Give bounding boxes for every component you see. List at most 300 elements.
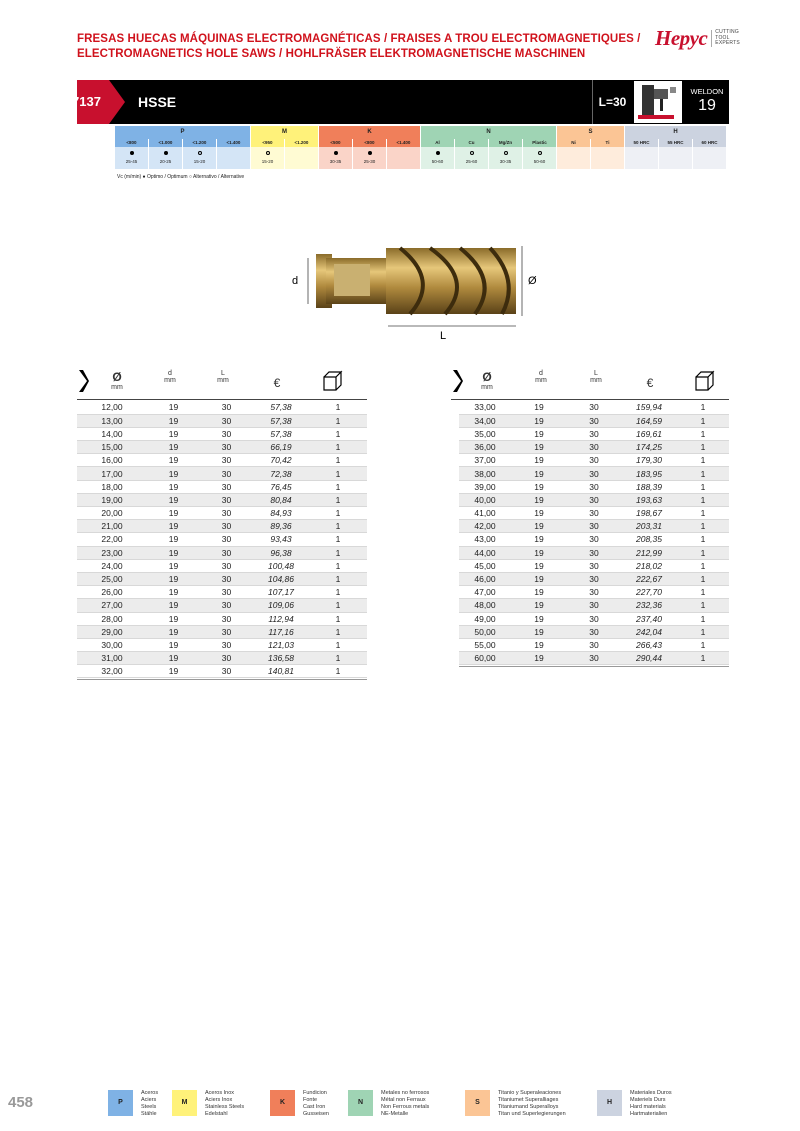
cell-diameter: 23,00 xyxy=(77,546,147,559)
cell-diameter: 60,00 xyxy=(459,652,511,665)
logo-tagline: CUTTING TOOL EXPERTS xyxy=(711,30,740,47)
cell-length: 30 xyxy=(567,507,621,520)
cutting-speed: 15-20 xyxy=(261,159,274,164)
material-sub: <1.000 xyxy=(149,139,183,147)
alternative-ring-icon xyxy=(266,151,270,155)
material-sub: Al xyxy=(421,139,455,147)
cell-pack: 1 xyxy=(677,599,729,612)
cell-diameter: 25,00 xyxy=(77,572,147,585)
cell-price: 136,58 xyxy=(253,652,309,665)
cutting-speed: 50-60 xyxy=(431,159,444,164)
cell-diameter: 55,00 xyxy=(459,638,511,651)
cell-shank: 19 xyxy=(511,427,567,440)
table-row xyxy=(459,467,729,480)
cell-price: 208,35 xyxy=(621,533,677,546)
cell-length: 30 xyxy=(567,427,621,440)
cell-pack: 1 xyxy=(677,625,729,638)
cell-shank: 19 xyxy=(147,480,200,493)
legend-text: Aceros Inox Aciers Inox Stainless Steels Edelstahl xyxy=(205,1090,245,1117)
cell-diameter: 49,00 xyxy=(459,612,511,625)
cell-pack: 1 xyxy=(677,507,729,520)
cell-shank: 19 xyxy=(147,625,200,638)
material-sub: <1.200 xyxy=(285,139,319,147)
cell-length: 30 xyxy=(200,507,253,520)
cell-diameter: 22,00 xyxy=(77,533,147,546)
table-row xyxy=(459,493,729,506)
length-badge: L=30 xyxy=(592,80,632,124)
cell-length: 30 xyxy=(567,652,621,665)
cell-shank: 19 xyxy=(511,652,567,665)
cell-length: 30 xyxy=(200,520,253,533)
cell-length: 30 xyxy=(567,559,621,572)
cell-price: 222,67 xyxy=(621,572,677,585)
cell-shank: 19 xyxy=(147,454,200,467)
cell-pack: 1 xyxy=(309,625,367,638)
cutting-speed: 30-35 xyxy=(499,159,512,164)
table-row xyxy=(77,427,367,440)
cell-pack: 1 xyxy=(677,427,729,440)
cell-shank: 19 xyxy=(511,480,567,493)
legend-text: Metales no ferrosos Métal non Ferraux Non Ferrous metals NE-Metalle xyxy=(381,1090,430,1117)
table-row xyxy=(77,599,367,612)
cell-price: 72,38 xyxy=(253,467,309,480)
cell-length: 30 xyxy=(567,520,621,533)
cell-length: 30 xyxy=(567,480,621,493)
material-rating xyxy=(489,147,523,169)
optimum-dot-icon xyxy=(334,151,338,155)
cell-pack: 1 xyxy=(677,586,729,599)
cell-price: 183,95 xyxy=(621,467,677,480)
table-row xyxy=(459,612,729,625)
cell-length: 30 xyxy=(567,493,621,506)
table-row xyxy=(77,586,367,599)
cell-price: 169,61 xyxy=(621,427,677,440)
legend-text: Aceros Aciers Steels Stähle xyxy=(141,1090,159,1117)
table-row xyxy=(77,546,367,559)
table-row xyxy=(77,638,367,651)
cell-pack: 1 xyxy=(677,533,729,546)
cell-length: 30 xyxy=(567,638,621,651)
cutting-speed: 20-25 xyxy=(159,159,172,164)
cell-shank: 19 xyxy=(147,427,200,440)
legend-swatch: S xyxy=(465,1090,490,1116)
alternative-ring-icon xyxy=(538,151,542,155)
logo-text: Hepyc xyxy=(655,26,708,50)
cell-price: 203,31 xyxy=(621,520,677,533)
legend-text: Materiales Duros Materiels Durs Hard materials Hartmaterialien xyxy=(630,1090,672,1117)
material-rating xyxy=(183,147,217,169)
cell-diameter: 41,00 xyxy=(459,507,511,520)
cell-length: 30 xyxy=(567,414,621,427)
cell-pack: 1 xyxy=(309,638,367,651)
table-row xyxy=(77,572,367,585)
material-sub: Mg/Zn xyxy=(489,139,523,147)
cell-pack: 1 xyxy=(677,652,729,665)
cell-diameter: 47,00 xyxy=(459,586,511,599)
cell-diameter: 33,00 xyxy=(459,401,511,414)
table-row xyxy=(77,507,367,520)
legend-text: Titanio y Superaleaciones Titaniumet Superalliages Titaniumand Superalloys Titan und Superlegierungen xyxy=(498,1090,566,1117)
cell-shank: 19 xyxy=(511,441,567,454)
material-sub: <1.200 xyxy=(183,139,217,147)
material-group-h: H xyxy=(625,126,727,139)
cell-diameter: 32,00 xyxy=(77,665,147,678)
cell-price: 266,43 xyxy=(621,638,677,651)
table-row xyxy=(77,401,367,414)
cell-pack: 1 xyxy=(309,559,367,572)
cell-length: 30 xyxy=(200,414,253,427)
material-sub: Cu xyxy=(455,139,489,147)
table-row xyxy=(459,520,729,533)
material-sub: Plastic xyxy=(523,139,557,147)
cell-diameter: 42,00 xyxy=(459,520,511,533)
cell-length: 30 xyxy=(200,586,253,599)
cell-shank: 19 xyxy=(147,599,200,612)
cell-price: 232,36 xyxy=(621,599,677,612)
cell-diameter: 45,00 xyxy=(459,559,511,572)
table-row xyxy=(459,427,729,440)
cell-price: 140,81 xyxy=(253,665,309,678)
col-shank: d mm xyxy=(164,370,176,384)
product-code: 7137 xyxy=(77,80,109,124)
cell-price: 198,67 xyxy=(621,507,677,520)
material-sub: <800 xyxy=(353,139,387,147)
cell-length: 30 xyxy=(200,441,253,454)
cell-diameter: 14,00 xyxy=(77,427,147,440)
table-row xyxy=(77,493,367,506)
material-grid xyxy=(115,126,729,169)
cell-shank: 19 xyxy=(511,599,567,612)
alternative-ring-icon xyxy=(470,151,474,155)
cell-pack: 1 xyxy=(309,427,367,440)
col-length: L mm xyxy=(590,370,602,384)
material-rating xyxy=(353,147,387,169)
chevron-right-icon xyxy=(451,370,463,392)
cell-price: 174,25 xyxy=(621,441,677,454)
table-row xyxy=(459,572,729,585)
cell-pack: 1 xyxy=(677,467,729,480)
cell-price: 93,43 xyxy=(253,533,309,546)
cell-diameter: 20,00 xyxy=(77,507,147,520)
cell-pack: 1 xyxy=(677,493,729,506)
cell-price: 193,63 xyxy=(621,493,677,506)
cell-price: 57,38 xyxy=(253,414,309,427)
material-rating xyxy=(421,147,455,169)
legend-swatch: N xyxy=(348,1090,373,1116)
legend-item-m xyxy=(172,1090,244,1118)
cell-length: 30 xyxy=(567,533,621,546)
cell-length: 30 xyxy=(200,652,253,665)
hole-saw-diagram xyxy=(290,240,550,340)
cell-diameter: 35,00 xyxy=(459,427,511,440)
cell-pack: 1 xyxy=(677,441,729,454)
cutting-speed: 30-35 xyxy=(329,159,342,164)
cell-pack: 1 xyxy=(309,546,367,559)
cell-shank: 19 xyxy=(511,625,567,638)
cell-price: 164,59 xyxy=(621,414,677,427)
magnetic-drill-icon xyxy=(633,80,683,124)
cell-length: 30 xyxy=(200,665,253,678)
cell-price: 84,93 xyxy=(253,507,309,520)
cell-shank: 19 xyxy=(511,533,567,546)
cell-pack: 1 xyxy=(309,572,367,585)
legend-item-n xyxy=(348,1090,429,1118)
cell-price: 117,16 xyxy=(253,625,309,638)
table-row xyxy=(459,480,729,493)
material-rating xyxy=(285,147,319,169)
cell-pack: 1 xyxy=(677,401,729,414)
cell-price: 227,70 xyxy=(621,586,677,599)
material-group-p: P xyxy=(115,126,251,139)
cell-shank: 19 xyxy=(147,586,200,599)
material-rating xyxy=(319,147,353,169)
cell-price: 179,30 xyxy=(621,454,677,467)
cell-pack: 1 xyxy=(677,559,729,572)
cell-length: 30 xyxy=(567,401,621,414)
cell-shank: 19 xyxy=(511,401,567,414)
cell-shank: 19 xyxy=(511,586,567,599)
cell-shank: 19 xyxy=(511,546,567,559)
material-rating xyxy=(659,147,693,169)
cell-price: 89,36 xyxy=(253,520,309,533)
cell-shank: 19 xyxy=(511,559,567,572)
cell-pack: 1 xyxy=(309,599,367,612)
cell-shank: 19 xyxy=(511,454,567,467)
cell-length: 30 xyxy=(567,625,621,638)
cell-pack: 1 xyxy=(309,414,367,427)
material-rating xyxy=(251,147,285,169)
cell-pack: 1 xyxy=(309,612,367,625)
product-name: HSSE xyxy=(138,94,177,110)
cell-price: 76,45 xyxy=(253,480,309,493)
table-right-header xyxy=(451,366,729,400)
col-shank: d mm xyxy=(535,370,547,384)
cell-shank: 19 xyxy=(147,520,200,533)
cell-shank: 19 xyxy=(147,665,200,678)
table-row xyxy=(77,414,367,427)
cell-price: 57,38 xyxy=(253,401,309,414)
cell-length: 30 xyxy=(567,546,621,559)
col-diameter: Ø mm xyxy=(481,370,493,391)
cell-length: 30 xyxy=(567,612,621,625)
cell-diameter: 39,00 xyxy=(459,480,511,493)
cell-pack: 1 xyxy=(309,401,367,414)
table-row xyxy=(459,559,729,572)
table-row xyxy=(77,520,367,533)
dim-d: d xyxy=(292,275,299,287)
cell-pack: 1 xyxy=(309,533,367,546)
table-row xyxy=(77,533,367,546)
cell-pack: 1 xyxy=(309,586,367,599)
legend-swatch: K xyxy=(270,1090,295,1116)
table-row xyxy=(77,612,367,625)
material-sub: 60 HRC xyxy=(693,139,727,147)
chevron-right-icon xyxy=(109,80,125,124)
chevron-right-icon xyxy=(77,370,89,392)
cell-diameter: 28,00 xyxy=(77,612,147,625)
cutting-speed: 25-45 xyxy=(125,159,138,164)
cell-shank: 19 xyxy=(511,638,567,651)
cell-shank: 19 xyxy=(147,441,200,454)
cell-diameter: 31,00 xyxy=(77,652,147,665)
table-row xyxy=(77,467,367,480)
cell-shank: 19 xyxy=(147,493,200,506)
cell-shank: 19 xyxy=(511,414,567,427)
cell-price: 104,86 xyxy=(253,572,309,585)
cell-pack: 1 xyxy=(309,665,367,678)
cell-pack: 1 xyxy=(309,520,367,533)
material-sub: <500 xyxy=(319,139,353,147)
cell-length: 30 xyxy=(200,401,253,414)
table-row xyxy=(459,586,729,599)
legend-swatch: H xyxy=(597,1090,622,1116)
cutting-speed: 25-30 xyxy=(363,159,376,164)
table-row xyxy=(77,625,367,638)
table-row xyxy=(459,652,729,665)
cell-diameter: 13,00 xyxy=(77,414,147,427)
material-rating xyxy=(557,147,591,169)
table-row xyxy=(77,559,367,572)
table-row xyxy=(77,454,367,467)
cell-shank: 19 xyxy=(147,559,200,572)
table-row xyxy=(77,441,367,454)
cell-length: 30 xyxy=(200,454,253,467)
alternative-ring-icon xyxy=(504,151,508,155)
cell-price: 212,99 xyxy=(621,546,677,559)
table-row xyxy=(77,652,367,665)
cell-shank: 19 xyxy=(147,638,200,651)
cell-price: 70,42 xyxy=(253,454,309,467)
material-rating xyxy=(387,147,421,169)
cell-price: 80,84 xyxy=(253,493,309,506)
cell-diameter: 43,00 xyxy=(459,533,511,546)
material-rating xyxy=(591,147,625,169)
cell-diameter: 48,00 xyxy=(459,599,511,612)
box-icon xyxy=(321,370,343,392)
material-sub: <1.400 xyxy=(217,139,251,147)
cell-diameter: 37,00 xyxy=(459,454,511,467)
material-sub: Ni xyxy=(557,139,591,147)
cell-length: 30 xyxy=(200,427,253,440)
cell-price: 188,39 xyxy=(621,480,677,493)
cell-length: 30 xyxy=(200,480,253,493)
price-table-right xyxy=(459,401,729,665)
cell-price: 107,17 xyxy=(253,586,309,599)
cell-length: 30 xyxy=(200,546,253,559)
cell-diameter: 19,00 xyxy=(77,493,147,506)
table-row xyxy=(77,665,367,678)
material-sub: <1.400 xyxy=(387,139,421,147)
page-number: 458 xyxy=(8,1094,34,1111)
cell-price: 237,40 xyxy=(621,612,677,625)
cell-pack: 1 xyxy=(309,467,367,480)
cell-diameter: 12,00 xyxy=(77,401,147,414)
table-row xyxy=(459,625,729,638)
table-row xyxy=(459,454,729,467)
optimum-dot-icon xyxy=(130,151,134,155)
cell-pack: 1 xyxy=(309,480,367,493)
cell-diameter: 34,00 xyxy=(459,414,511,427)
cell-length: 30 xyxy=(200,599,253,612)
title-line-1: FRESAS HUECAS MÁQUINAS ELECTROMAGNÉTICAS / FRAISES A TROU ELECTROMAGNETIQUES / xyxy=(77,33,641,45)
material-rating xyxy=(523,147,557,169)
material-sub: <800 xyxy=(115,139,149,147)
cell-pack: 1 xyxy=(309,493,367,506)
legend-item-p xyxy=(108,1090,158,1118)
cell-shank: 19 xyxy=(147,467,200,480)
table-row xyxy=(459,546,729,559)
optimum-dot-icon xyxy=(436,151,440,155)
dim-length: L xyxy=(440,330,447,340)
cell-pack: 1 xyxy=(677,454,729,467)
col-price: € xyxy=(646,376,654,390)
material-sub: Ti xyxy=(591,139,625,147)
material-group-s: S xyxy=(557,126,625,139)
cell-shank: 19 xyxy=(147,652,200,665)
cell-diameter: 29,00 xyxy=(77,625,147,638)
cell-length: 30 xyxy=(200,612,253,625)
cell-diameter: 44,00 xyxy=(459,546,511,559)
cell-pack: 1 xyxy=(309,441,367,454)
cell-length: 30 xyxy=(567,454,621,467)
cell-diameter: 26,00 xyxy=(77,586,147,599)
cell-pack: 1 xyxy=(309,507,367,520)
material-legend: Vc (m/min) ● Optimo / Optimum ○ Alternativo / Alternative xyxy=(117,174,245,180)
col-diameter: Ø mm xyxy=(111,370,123,391)
material-rating xyxy=(455,147,489,169)
material-sub: <950 xyxy=(251,139,285,147)
cell-diameter: 27,00 xyxy=(77,599,147,612)
material-group-k: K xyxy=(319,126,421,139)
table-row xyxy=(459,638,729,651)
cell-pack: 1 xyxy=(677,612,729,625)
col-price: € xyxy=(273,376,281,390)
cell-diameter: 46,00 xyxy=(459,572,511,585)
optimum-dot-icon xyxy=(368,151,372,155)
material-rating xyxy=(693,147,727,169)
cell-length: 30 xyxy=(200,493,253,506)
cell-shank: 19 xyxy=(511,520,567,533)
cell-diameter: 18,00 xyxy=(77,480,147,493)
weldon-shank: WELDON 19 xyxy=(690,87,724,114)
cell-price: 112,94 xyxy=(253,612,309,625)
cell-shank: 19 xyxy=(511,467,567,480)
cell-diameter: 36,00 xyxy=(459,441,511,454)
cell-pack: 1 xyxy=(677,480,729,493)
cell-price: 109,06 xyxy=(253,599,309,612)
cell-length: 30 xyxy=(200,559,253,572)
table-row xyxy=(459,414,729,427)
table-row xyxy=(459,401,729,414)
cell-shank: 19 xyxy=(147,414,200,427)
material-rating xyxy=(115,147,149,169)
cell-length: 30 xyxy=(200,467,253,480)
cell-shank: 19 xyxy=(511,493,567,506)
cell-pack: 1 xyxy=(677,572,729,585)
cell-pack: 1 xyxy=(309,652,367,665)
legend-item-h xyxy=(597,1090,672,1118)
cell-shank: 19 xyxy=(511,572,567,585)
material-sub: 50 HRC xyxy=(625,139,659,147)
cutting-speed: 25-60 xyxy=(465,159,478,164)
table-row xyxy=(459,533,729,546)
legend-item-k xyxy=(270,1090,329,1118)
cell-shank: 19 xyxy=(511,612,567,625)
legend-text: Fundicion Fonte Cast Iron Gusseisen xyxy=(303,1090,329,1117)
cell-diameter: 30,00 xyxy=(77,638,147,651)
cell-pack: 1 xyxy=(677,546,729,559)
cell-price: 66,19 xyxy=(253,441,309,454)
